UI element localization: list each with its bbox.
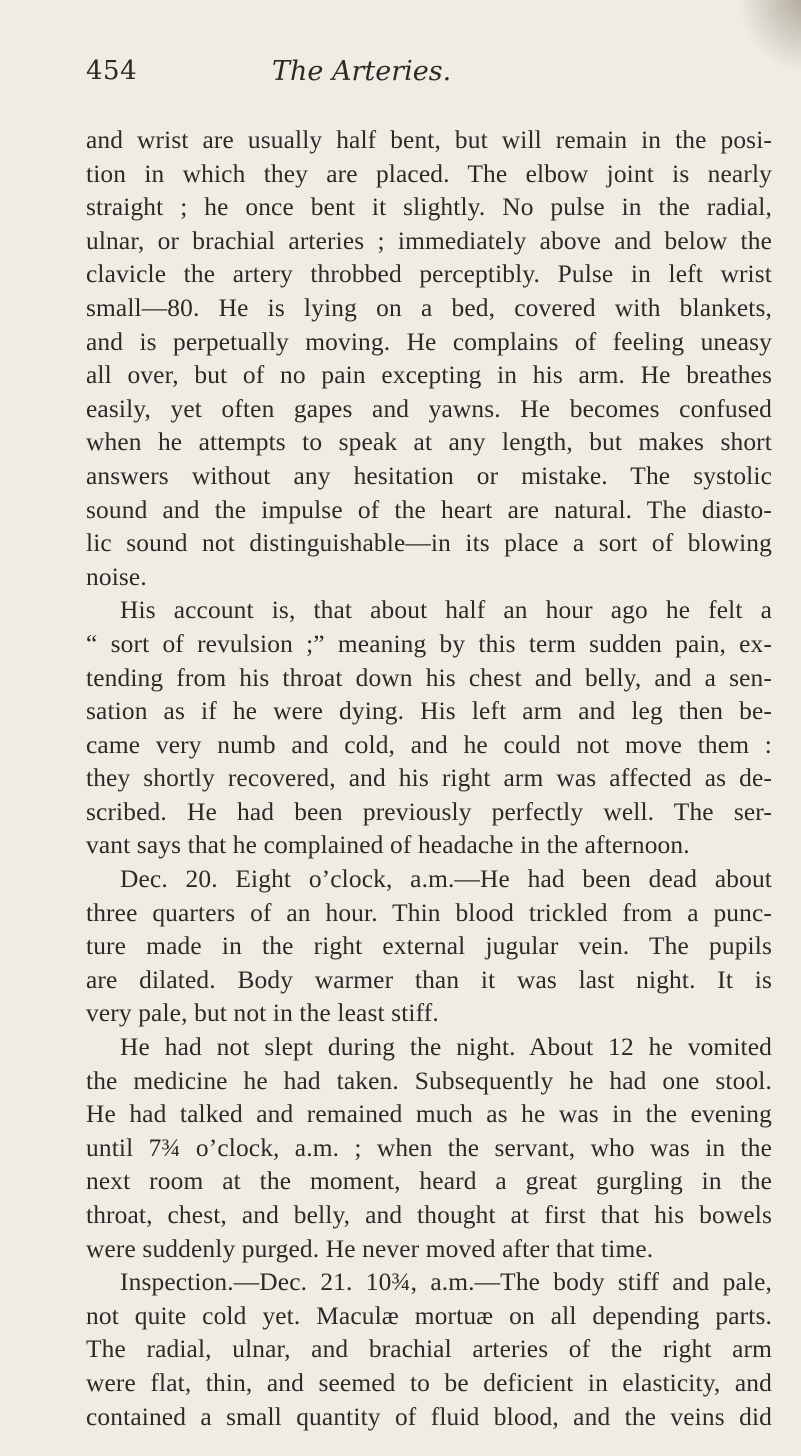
- text-line: throat, chest, and belly, and thought at first that his bowels: [86, 1201, 772, 1229]
- text-line: very pale, but not in the least stiff.: [86, 999, 439, 1028]
- text-line: His account is, that about half an hour ago he felt a: [120, 596, 772, 625]
- text-line: the medicine he had taken. Subsequently he had one stool.: [86, 1066, 772, 1095]
- text-line: and wrist are usually half bent, but will remain in the posi-: [86, 126, 772, 154]
- text-line: He had not slept during the night. About 12 he vomited: [120, 1033, 772, 1062]
- text-line: until 7¾ o’clock, a.m. ; when the servant, who was in the: [86, 1133, 772, 1162]
- text-line: are dilated. Body warmer than it was last night. It is: [86, 965, 772, 994]
- text-line: The radial, ulnar, and brachial arteries of the right arm: [86, 1335, 772, 1364]
- running-title: The Arteries.: [272, 56, 452, 87]
- text-line: noise.: [86, 562, 147, 591]
- running-head: [86, 56, 766, 96]
- text-line: clavicle the artery throbbed perceptibly. Pulse in left wrist: [86, 260, 772, 289]
- text-line: when he attempts to speak at any length, but makes short: [86, 428, 772, 457]
- text-line: were suddenly purged. He never moved after that time.: [86, 1234, 654, 1263]
- text-line: Dec. 20. Eight o’clock, a.m.—He had been dead about: [120, 865, 772, 894]
- text-line: and is perpetually moving. He complains of feeling uneasy: [86, 327, 772, 356]
- text-line: sation as if he were dying. His left arm and leg then be-: [86, 697, 772, 726]
- text-line: next room at the moment, heard a great gurgling in the: [86, 1167, 772, 1196]
- text-line: came very numb and cold, and he could not move them :: [86, 730, 772, 759]
- text-line: ulnar, or brachial arteries ; immediately above and below the: [86, 226, 772, 255]
- text-line: three quarters of an hour. Thin blood trickled from a punc-: [86, 898, 772, 927]
- text-line: straight ; he once bent it slightly. No pulse in the radial,: [86, 193, 772, 222]
- text-line: contained a small quantity of fluid blood, and the veins did: [86, 1402, 772, 1431]
- text-line: small—80. He is lying on a bed, covered with blankets,: [86, 293, 772, 322]
- text-line: answers without any hesitation or mistake. The systolic: [86, 461, 772, 490]
- body-text: [86, 124, 772, 1434]
- text-line: were flat, thin, and seemed to be deficient in elasticity, and: [86, 1368, 772, 1397]
- text-line: not quite cold yet. Maculæ mortuæ on all depending parts.: [86, 1301, 772, 1330]
- text-line: ture made in the right external jugular vein. The pupils: [86, 932, 772, 961]
- text-line: lic sound not distinguishable—in its place a sort of blowing: [86, 529, 772, 558]
- page-number: 454: [86, 56, 138, 86]
- text-line: Inspection.—Dec. 21. 10¾, a.m.—The body stiff and pale,: [120, 1268, 772, 1297]
- text-line: tion in which they are placed. The elbow joint is nearly: [86, 159, 772, 188]
- text-line: He had talked and remained much as he was in the evening: [86, 1100, 772, 1129]
- text-line: they shortly recovered, and his right arm was affected as de-: [86, 764, 772, 793]
- text-line: all over, but of no pain excepting in his arm. He breathes: [86, 361, 772, 390]
- text-line: scribed. He had been previously perfectly well. The ser-: [86, 797, 772, 826]
- text-line: easily, yet often gapes and yawns. He becomes confused: [86, 394, 772, 423]
- text-line: “ sort of revulsion ;” meaning by this term sudden pain, ex-: [86, 629, 772, 658]
- text-line: sound and the impulse of the heart are natural. The diasto-: [86, 495, 772, 524]
- text-line: tending from his throat down his chest and belly, and a sen-: [86, 663, 772, 692]
- text-line: vant says that he complained of headache in the afternoon.: [86, 831, 690, 860]
